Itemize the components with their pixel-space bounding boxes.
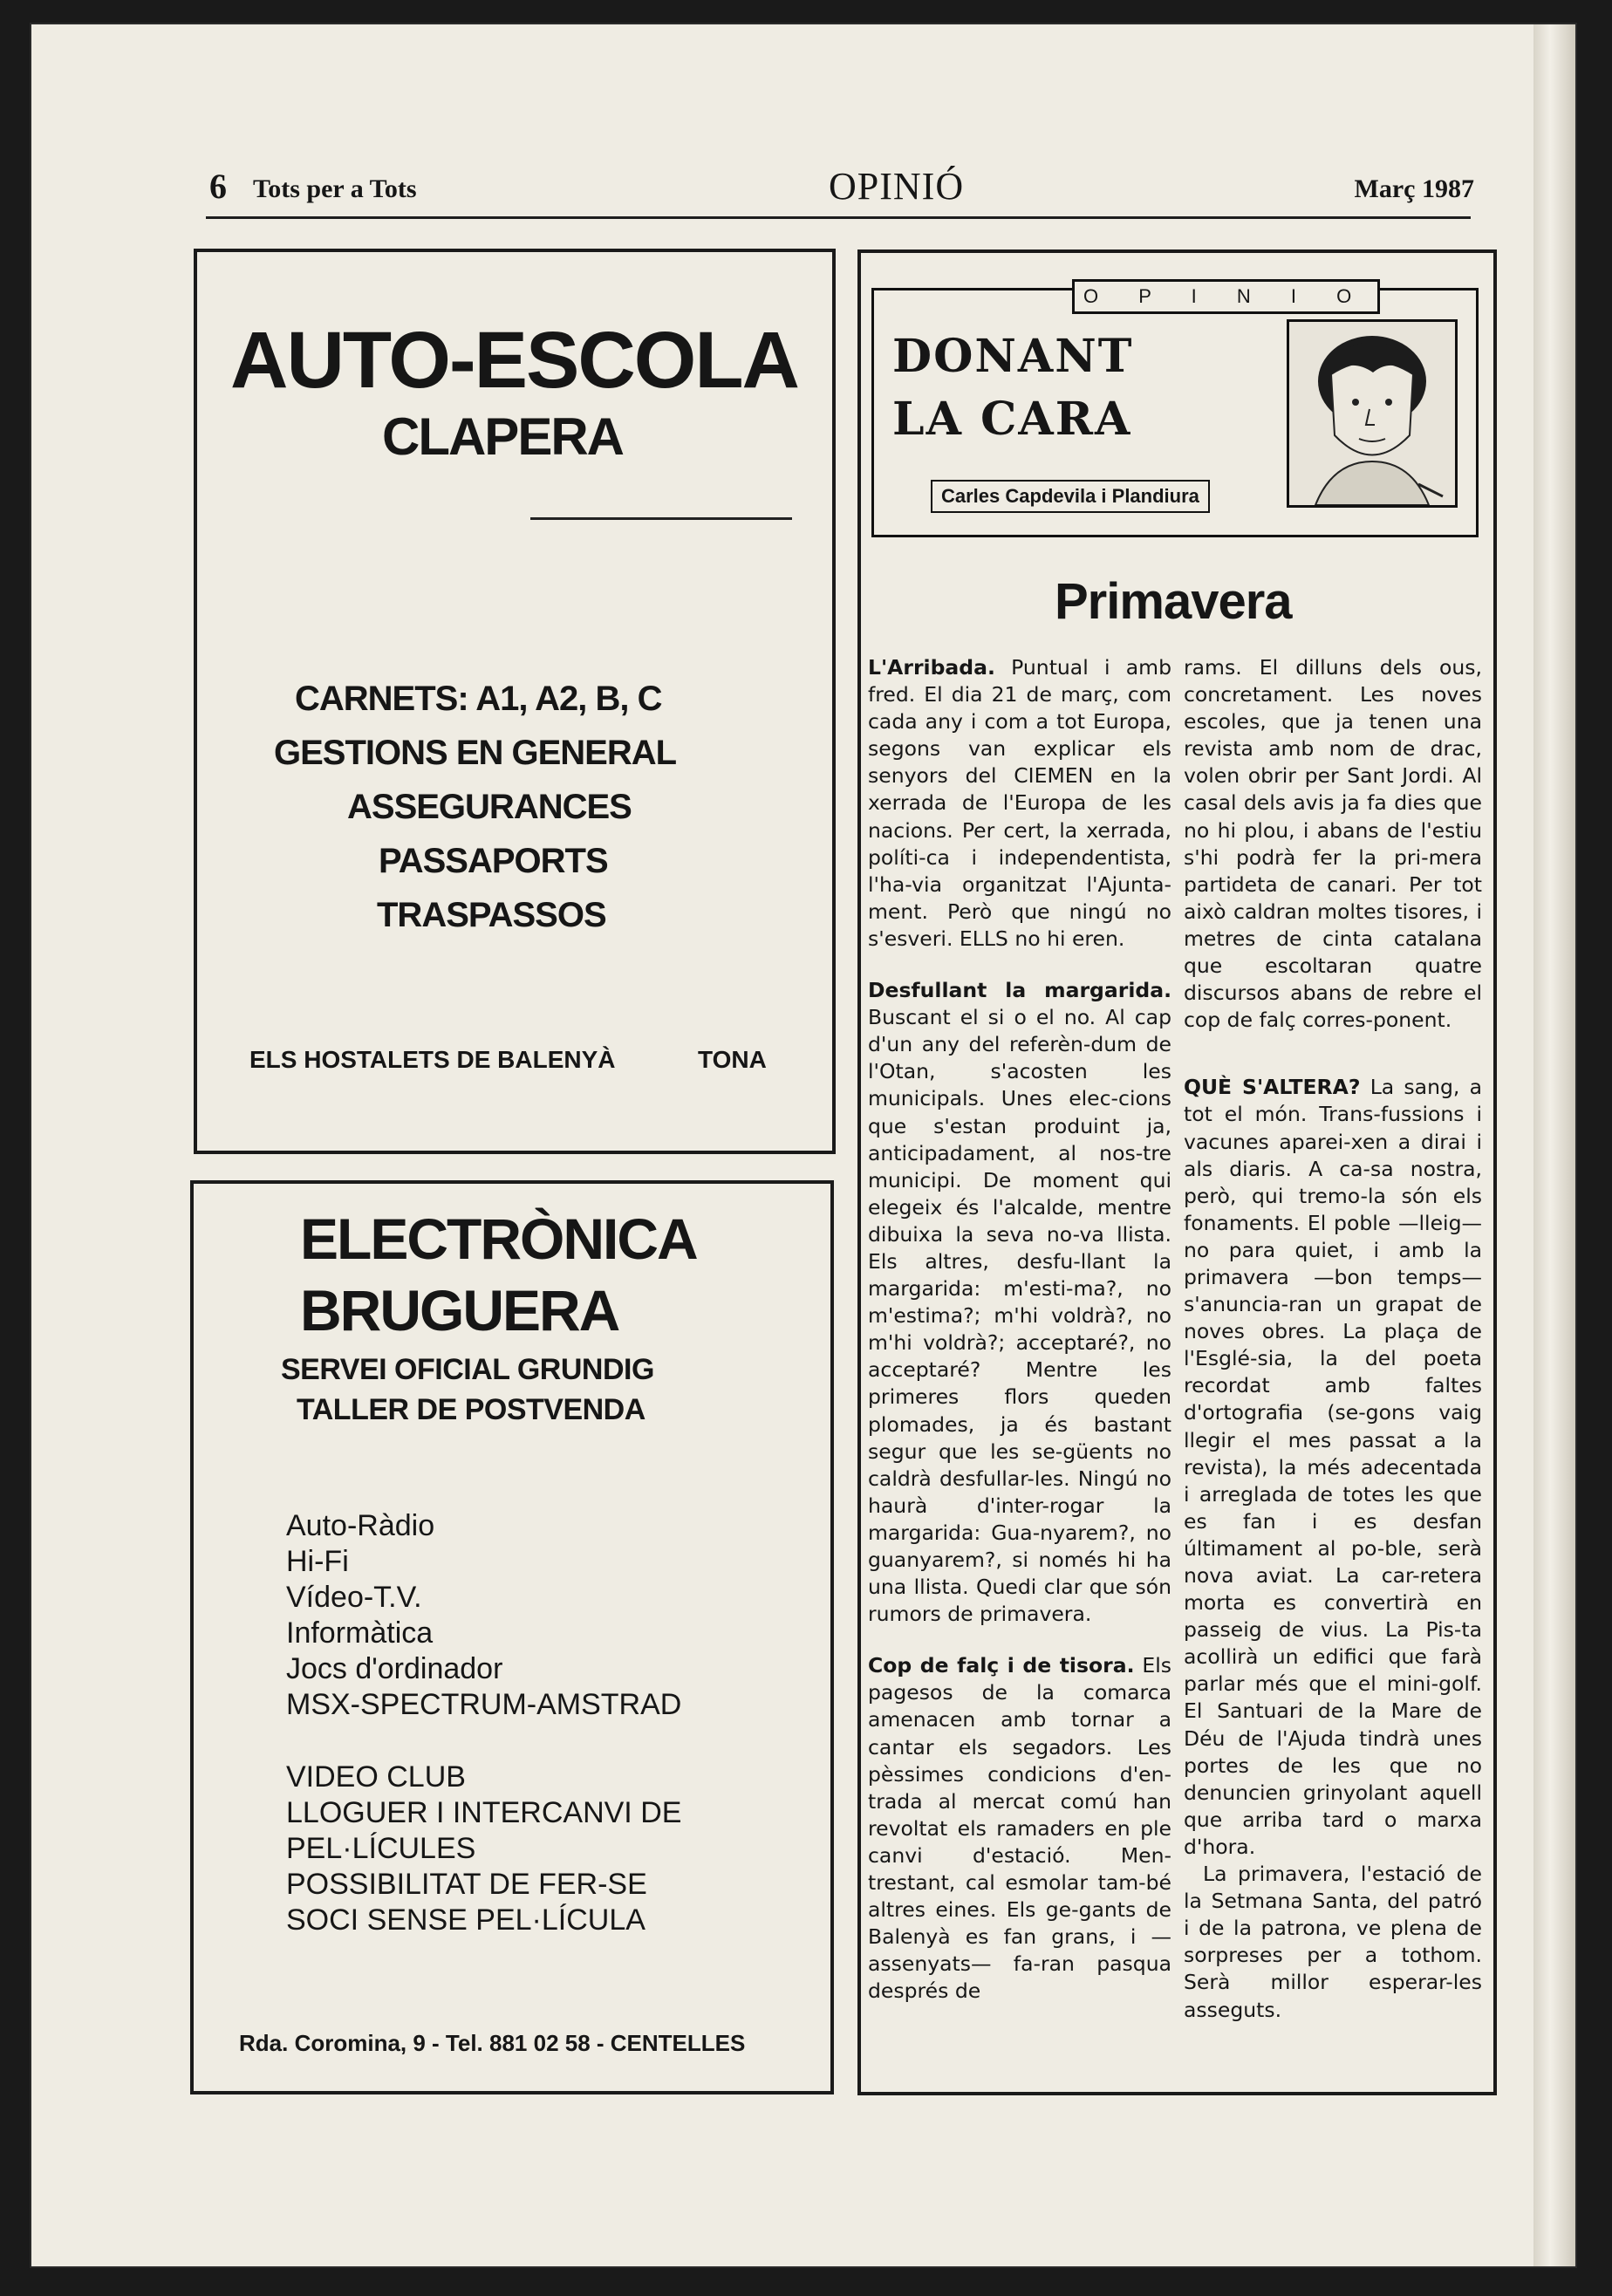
author-portrait [1287,319,1458,508]
location-right: TONA [698,1046,767,1073]
ad-item: PEL·LÍCULES [286,1832,476,1865]
page-header [183,166,1474,218]
ad-item: MSX-SPECTRUM-AMSTRAD [286,1688,682,1721]
ad-electronica [190,1180,834,2094]
column-heading-line2: LA CARA [892,393,1132,446]
paragraph [1184,1861,1482,2024]
paragraph [868,654,1171,953]
ad-subtitle: SERVEI OFICIAL GRUNDIG [281,1353,654,1386]
ad-title-line2: BRUGUERA [300,1278,619,1343]
location-left: ELS HOSTALETS DE BALENYÀ [249,1046,616,1073]
service-item: GESTIONS EN GENERAL [274,734,677,772]
paragraph [868,977,1171,1628]
service-item: TRASPASSOS [377,896,606,934]
header-rule [206,216,1471,219]
opinion-column [857,249,1497,2095]
section-title: OPINIÓ [829,165,965,208]
page-spine [1533,24,1575,2266]
article-column-1 [868,654,1171,2006]
service-item: PASSAPORTS [379,842,608,880]
ad-title-line1: AUTO-ESCOLA [230,316,798,405]
ad-address: Rda. Coromina, 9 - Tel. 881 02 58 - CENTELLES [239,2030,746,2056]
ad-title-line2: CLAPERA [382,407,624,466]
column-heading-line1: DONANT [892,330,1134,383]
ad-title-line1: ELECTRÒNICA [300,1206,697,1271]
paragraph-lead: Cop de falç i de tisora. [868,1653,1135,1678]
paragraph-lead: Desfullant la margarida. [868,978,1171,1003]
paragraph-lead: L'Arribada. [868,655,995,680]
issue-date: Març 1987 [1354,174,1474,203]
ad-item: Auto-Ràdio [286,1509,435,1542]
paragraph-text: Els pagesos de la comarca amenacen amb tornar a cantar els segadors. Les pèssimes condicions d'en-trada al mercat comú han revoltat els ramaders en ple canvi d'estació. Men-trestant, cal esmolar tam-bé altres eines. Els ge-gants de Balenyà es fan grans, i —assenyats— fa-ran pasqua després de [868,1653,1171,2004]
paragraph-text: Buscant el si o el no. Al cap d'un any del referèn-dum de l'Otan, s'acosten les municipals. Unes elec-cions que s'estan produint ja, anticipadament, al nos-tre municipi. De moment qui elegeix és l'alcalde, mentre dibuixa la seva no-va llista. Els altres, desfu-llant la margarida: m'esti-ma?, no m'estima?; m'hi voldrà?, no m'hi voldrà?; acceptaré?, no acceptaré? Mentre les primeres flors queden plomades, ja és bastant segur que les se-güents no caldrà desfullar-les. Ningú no haurà d'inter-rogar la margarida: Gua-nyarem?, no guanyarem?, si només hi ha una llista. Quedi clar que són rumors de primavera. [868,1005,1171,1627]
author-byline: Carles Capdevila i Plandiura [931,480,1210,513]
ad-item: LLOGUER I INTERCANVI DE [286,1796,682,1829]
paragraph [868,1652,1171,2005]
page-number: 6 [209,167,227,206]
ad-autoescola [194,249,836,1154]
paragraph [1184,654,1482,1034]
service-item: CARNETS: A1, A2, B, C [295,680,662,718]
paragraph-text: Puntual i amb fred. El dia 21 de març, com cada any i com a tot Europa, segons van explicar els senyors del CIEMEN en la xerrada de l'Europa de les nacions. Per cert, la xerrada, políti-ca i independentista, l'ha-via organitzat l'Ajunta-ment. Però que ningú no s'esveri. ELLS no hi eren. [868,655,1171,951]
ad-item: Jocs d'ordinador [286,1652,503,1685]
article-title: Primavera [1055,573,1292,630]
ad-subtitle: TALLER DE POSTVENDA [297,1393,645,1426]
opinio-label: O P I N I O [1072,279,1380,314]
service-item: ASSEGURANCES [347,788,632,826]
ad-item: POSSIBILITAT DE FER-SE [286,1868,647,1901]
ad-item: Hi-Fi [286,1545,349,1578]
ad-item: VIDEO CLUB [286,1760,466,1794]
ad-item: Vídeo-T.V. [286,1581,422,1614]
paragraph-text: La primavera, l'estació de la Setmana Santa, del patró i de la patrona, ve plena de sorpreses per a tothom. Serà millor esperar-les asseguts. [1184,1862,1482,2022]
paragraph-text: rams. El dilluns dels ous, concretament. Les noves escoles, que ja tenen una revista amb nom de drac, volen obrir per Sant Jordi. Al casal dels avis ja fa dies que no hi plou, i abans de l'estiu s'hi podrà fer la pri-mera partideta de canari. Per tot això caldran moltes tisores, i metres de cinta catalana que escoltaran quatre discursos abans de rebre el cop de falç corres-ponent. [1184,655,1482,1033]
ad-rule [530,517,792,520]
paragraph-text: La sang, a tot el món. Trans-fussions i vacunes aparei-xen a dirai i als diaris. A ca-sa nostra, però, qui tremo-la són els fonaments. El poble —lleig— no para quiet, i amb la primavera —bon temps— s'anuncia-ran un grapat de noves obres. La plaça de l'Esglé-sia, la del poeta recordat amb faltes d'ortografia (se-gons vaig llegir el mes passat a la revista), la més adecentada i arreglada de totes les que es fan i es desfan últimament al po-ble, serà nova aviat. La car-retera morta es convertirà en passeig de vius. La Pis-ta acollirà un edifici que farà parlar més que el mini-golf. El Santuari de la Mare de Déu de l'Ajuda tindrà unes portes de les que no denuncien grinyolant aquell que arriba tard o marxa d'hora. [1184,1075,1482,1859]
paragraph [1184,1074,1482,1861]
article-column-2 [1184,654,1482,2024]
ad-item: Informàtica [286,1616,434,1650]
paragraph-lead: QUÈ S'ALTERA? [1184,1075,1361,1100]
publication-name: Tots per a Tots [253,174,417,203]
ad-item: SOCI SENSE PEL·LÍCULA [286,1903,645,1937]
